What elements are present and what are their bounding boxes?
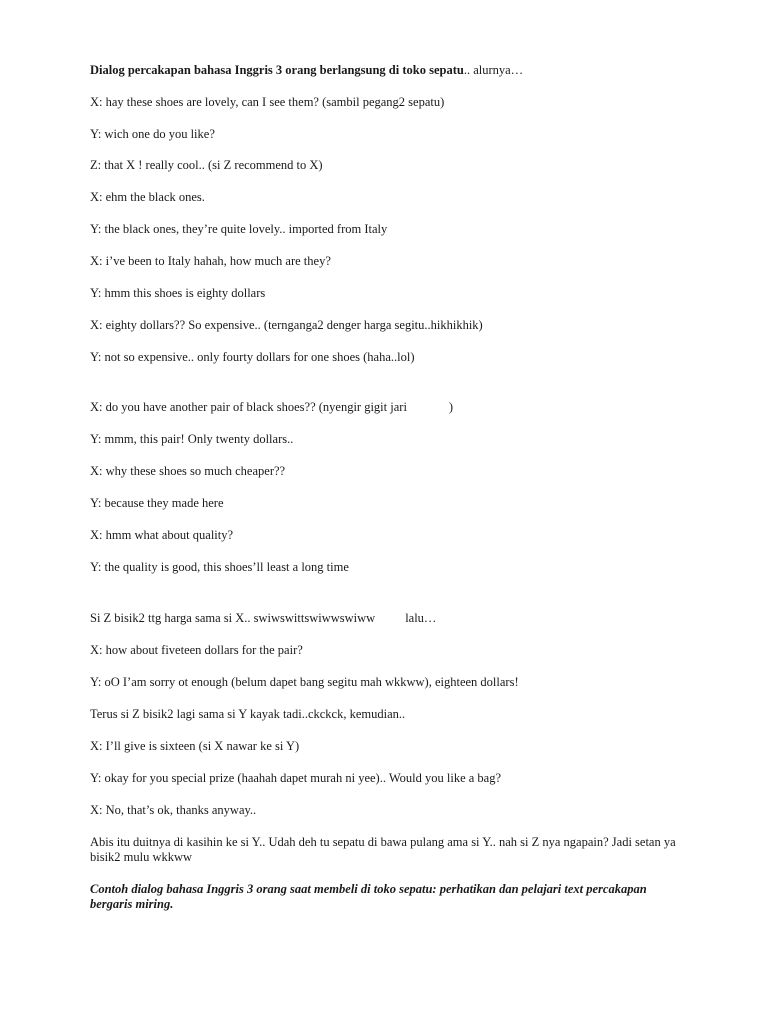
- dialog-line: Y: okay for you special prize (haahah dapet murah ni yee).. Would you like a bag?: [90, 771, 502, 785]
- closing-paragraph: Abis itu duitnya di kasihin ke si Y.. Udah deh tu sepatu di bawa pulang ama si Y.. nah si Z nya ngapain? Jadi setan ya bisik2 mulu wkkww: [90, 835, 676, 864]
- dialog-line: X: ehm the black ones.: [90, 190, 205, 204]
- dialog-line: Z: that X ! really cool.. (si Z recommend to X): [90, 158, 323, 172]
- dialog-line: X: eighty dollars?? So expensive.. (ternganga2 denger harga segitu..hikhikhik): [90, 318, 483, 332]
- narration-line: Terus si Z bisik2 lagi sama si Y kayak tadi..ckckck, kemudian..: [90, 707, 406, 721]
- dialog-line: X: I’ll give is sixteen (si X nawar ke si Y): [90, 739, 300, 753]
- dialog-line: Y: oO I’am sorry ot enough (belum dapet bang segitu mah wkkww), eighteen dollars!: [90, 675, 519, 689]
- dialog-line: Y: not so expensive.. only fourty dollars for one shoes (haha..lol): [90, 350, 415, 364]
- footer-note: Contoh dialog bahasa Inggris 3 orang saat membeli di toko sepatu: perhatikan dan pelajari text percakapan bergaris miring.: [90, 882, 647, 911]
- title-tail: .. alurnya…: [463, 63, 524, 77]
- document-title: [90, 63, 690, 78]
- dialog-line: Y: the black ones, they’re quite lovely.. imported from Italy: [90, 222, 388, 236]
- dialog-line: Y: wich one do you like?: [90, 127, 215, 141]
- dialog-line-nyengir: [90, 400, 690, 415]
- dialog-line: Y: hmm this shoes is eighty dollars: [90, 286, 266, 300]
- bisik-text: Si Z bisik2 ttg harga sama si X.. swiwswittswiwwswiww: [90, 611, 376, 625]
- bisik-tail: lalu…: [405, 611, 437, 625]
- dialog-line: X: hay these shoes are lovely, can I see them? (sambil pegang2 sepatu): [90, 95, 445, 109]
- dialog-line: Y: mmm, this pair! Only twenty dollars..: [90, 432, 294, 446]
- dialog-line: X: how about fiveteen dollars for the pair?: [90, 643, 303, 657]
- dialog-line: X: No, that’s ok, thanks anyway..: [90, 803, 257, 817]
- dialog-line: X: why these shoes so much cheaper??: [90, 464, 286, 478]
- nyengir-close: ): [448, 400, 454, 414]
- dialog-line: X: i’ve been to Italy hahah, how much are they?: [90, 254, 331, 268]
- narration-bisik: [90, 611, 690, 626]
- dialog-line: Y: the quality is good, this shoes’ll least a long time: [90, 560, 349, 574]
- dialog-line: X: hmm what about quality?: [90, 528, 234, 542]
- dialog-line: Y: because they made here: [90, 496, 224, 510]
- nyengir-text: X: do you have another pair of black shoes?? (nyengir gigit jari: [90, 400, 407, 414]
- title-bold: Dialog percakapan bahasa Inggris 3 orang berlangsung di toko sepatu: [90, 63, 464, 77]
